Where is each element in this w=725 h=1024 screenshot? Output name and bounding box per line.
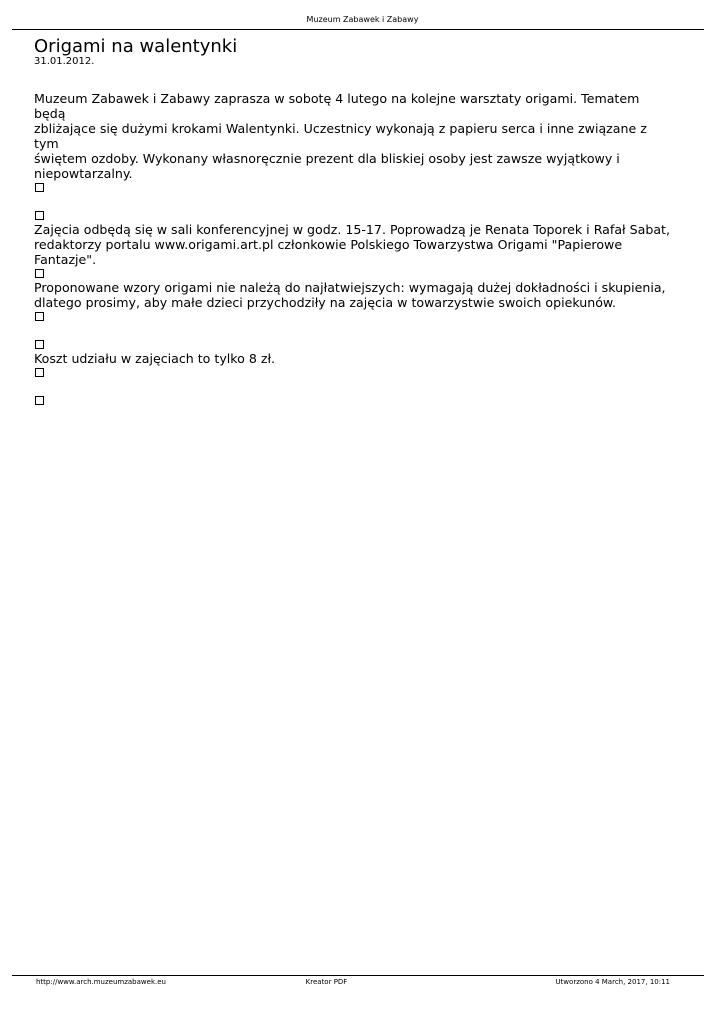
- paragraph-difficulty: Proponowane wzory origami nie należą do najłatwiejszych: wymagają dużej dokładności i skupienia, dlatego prosimy, aby małe dzieci przychodziły na zajęcia w towarzystwie swoich opiekunów.: [34, 280, 666, 310]
- header-site-name: Muzeum Zabawek i Zabawy: [306, 15, 419, 24]
- paragraph-schedule: Zajęcia odbędą się w sali konferencyjnej w godz. 15-17. Poprowadzą je Renata Toporek i Rafał Sabat, redaktorzy portalu www.origami.art.pl członkowie Polskiego Towarzystwa Origami "Papierowe Fantazje".: [34, 222, 670, 267]
- article-title: Origami na walentynki: [34, 36, 238, 57]
- missing-glyph-box: [35, 340, 44, 349]
- paragraph-intro: Muzeum Zabawek i Zabawy zaprasza w sobotę 4 lutego na kolejne warsztaty origami. Tematem będą zbliżające się dużymi krokami Walentynki. Uczestnicy wykonają z papieru serca i inne związane z tym świętem ozdoby. Wykonany własnoręcznie prezent dla bliskiej osoby jest zawsze wyjątkowy i niepowtarzalny.: [34, 91, 647, 181]
- footer-divider: [12, 975, 704, 976]
- footer-created: Utworzono 4 March, 2017, 10:11: [555, 978, 670, 986]
- article-body: [34, 91, 674, 407]
- missing-glyph-box: [35, 396, 44, 405]
- missing-glyph-box: [35, 368, 44, 377]
- missing-glyph-box: [35, 312, 44, 321]
- blank-line: [34, 323, 674, 338]
- header-divider: [12, 29, 704, 30]
- missing-glyph-box: [35, 269, 44, 278]
- footer-url: http://www.arch.muzeumzabawek.eu: [36, 978, 166, 986]
- footer-generator: Kreator PDF: [305, 978, 348, 986]
- page-footer: [0, 977, 725, 989]
- missing-glyph-box: [35, 211, 44, 220]
- blank-line: [34, 379, 674, 394]
- article-date: 31.01.2012.: [34, 56, 95, 67]
- blank-line: [34, 194, 674, 209]
- paragraph-cost: Koszt udziału w zajęciach to tylko 8 zł.: [34, 351, 276, 366]
- missing-glyph-box: [35, 183, 44, 192]
